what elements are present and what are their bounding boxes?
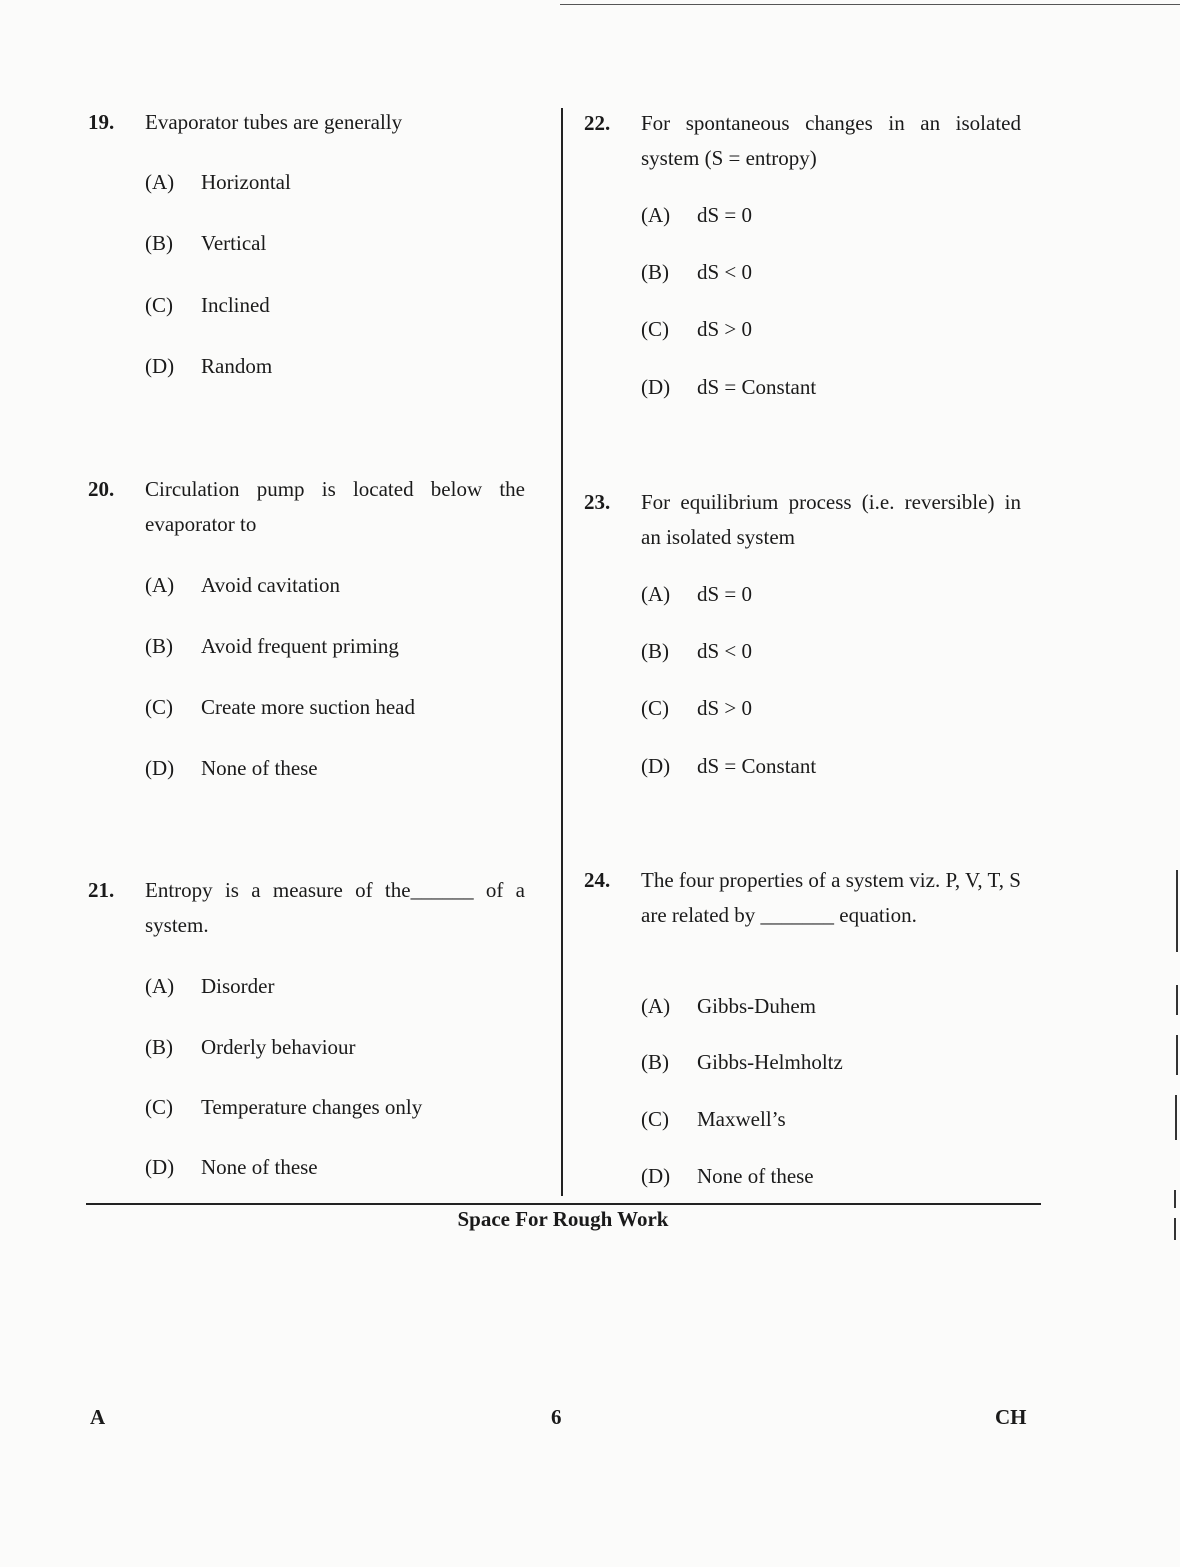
option-letter: (A) [145,170,175,194]
option-text: dS < 0 [697,260,753,284]
question-text: For equilibrium process (i.e. reversible) in an isolated system [641,490,1021,549]
option-letter: (C) [641,317,669,341]
question-text: Circulation pump is located below the evaporator to [145,477,525,536]
option-b [641,255,752,290]
option-text: Vertical [201,231,267,255]
option-letter: (B) [641,639,669,663]
option-letter: (D) [641,1164,671,1188]
option-c [145,690,415,725]
option-b [641,1045,843,1080]
option-d [641,749,816,784]
scan-edge-mark [1174,1218,1176,1240]
option-text: Create more suction head [201,695,415,719]
option-letter: (A) [145,573,175,597]
option-text: Avoid cavitation [201,573,340,597]
option-letter: (D) [145,354,175,378]
option-letter: (B) [641,260,669,284]
option-letter: (A) [641,582,671,606]
scan-edge-mark [1175,1095,1177,1140]
option-d [641,1159,814,1194]
option-text: dS = 0 [697,203,753,227]
option-letter: (D) [145,756,175,780]
option-a [145,969,274,1004]
option-letter: (B) [641,1050,669,1074]
option-b [145,1030,356,1065]
option-text: Disorder [201,974,275,998]
option-text: dS < 0 [697,639,753,663]
question-number: 19. [88,110,115,134]
option-letter: (B) [145,634,173,658]
option-d [145,349,272,384]
option-letter: (C) [145,695,173,719]
option-a [641,577,752,612]
option-text: Temperature changes only [201,1095,423,1119]
option-letter: (C) [145,293,173,317]
option-b [641,634,752,669]
option-c [641,691,752,726]
option-text: Gibbs-Duhem [697,994,816,1018]
option-text: Inclined [201,293,270,317]
option-letter: (C) [145,1095,173,1119]
option-text: Maxwell’s [697,1107,786,1131]
option-c [145,288,270,323]
option-letter: (B) [145,1035,173,1059]
page-number: 6 [551,1405,562,1429]
column-divider [561,108,563,1196]
question-text: Entropy is a measure of the______ of a system. [145,878,525,937]
option-text: dS > 0 [697,317,753,341]
option-text: Horizontal [201,170,291,194]
option-letter: (A) [641,994,671,1018]
option-text: dS = 0 [697,582,753,606]
option-c [641,312,752,347]
scan-edge-mark [1176,1035,1178,1075]
option-a [641,989,816,1024]
option-text: Orderly behaviour [201,1035,356,1059]
option-letter: (D) [641,754,671,778]
question-text: For spontaneous changes in an isolated system (S = entropy) [641,111,1021,170]
question-number: 24. [584,868,611,892]
option-d [641,370,816,405]
option-a [145,165,291,200]
option-text: Gibbs-Helmholtz [697,1050,843,1074]
option-text: dS = Constant [697,375,817,399]
option-letter: (C) [641,696,669,720]
option-b [145,226,266,261]
option-letter: (D) [145,1155,175,1179]
series-label: A [90,1405,106,1429]
question-number: 21. [88,878,115,902]
option-text: None of these [697,1164,814,1188]
option-d [145,1150,318,1185]
subject-code: CH [995,1405,1027,1429]
option-b [145,629,399,664]
option-text: Avoid frequent priming [201,634,399,658]
question-number: 20. [88,477,115,501]
scan-edge-mark [1174,1190,1176,1208]
top-rule [560,4,1180,5]
scan-edge-mark [1176,985,1178,1015]
option-text: dS > 0 [697,696,753,720]
option-letter: (C) [641,1107,669,1131]
option-letter: (A) [145,974,175,998]
rough-work-label: Space For Rough Work [457,1207,669,1231]
option-text: dS = Constant [697,754,817,778]
question-number: 22. [584,111,611,135]
option-a [145,568,340,603]
option-c [145,1090,422,1125]
option-text: Random [201,354,273,378]
option-letter: (A) [641,203,671,227]
option-text: None of these [201,1155,318,1179]
option-letter: (D) [641,375,671,399]
question-text: Evaporator tubes are generally [145,110,403,134]
option-text: None of these [201,756,318,780]
question-text: The four properties of a system viz. P, V, T, S are related by _______ equation. [641,868,1021,927]
question-number: 23. [584,490,611,514]
scan-edge-mark [1176,870,1178,952]
option-a [641,198,752,233]
option-letter: (B) [145,231,173,255]
option-d [145,751,318,786]
bottom-rule [86,1203,1041,1205]
option-c [641,1102,786,1137]
